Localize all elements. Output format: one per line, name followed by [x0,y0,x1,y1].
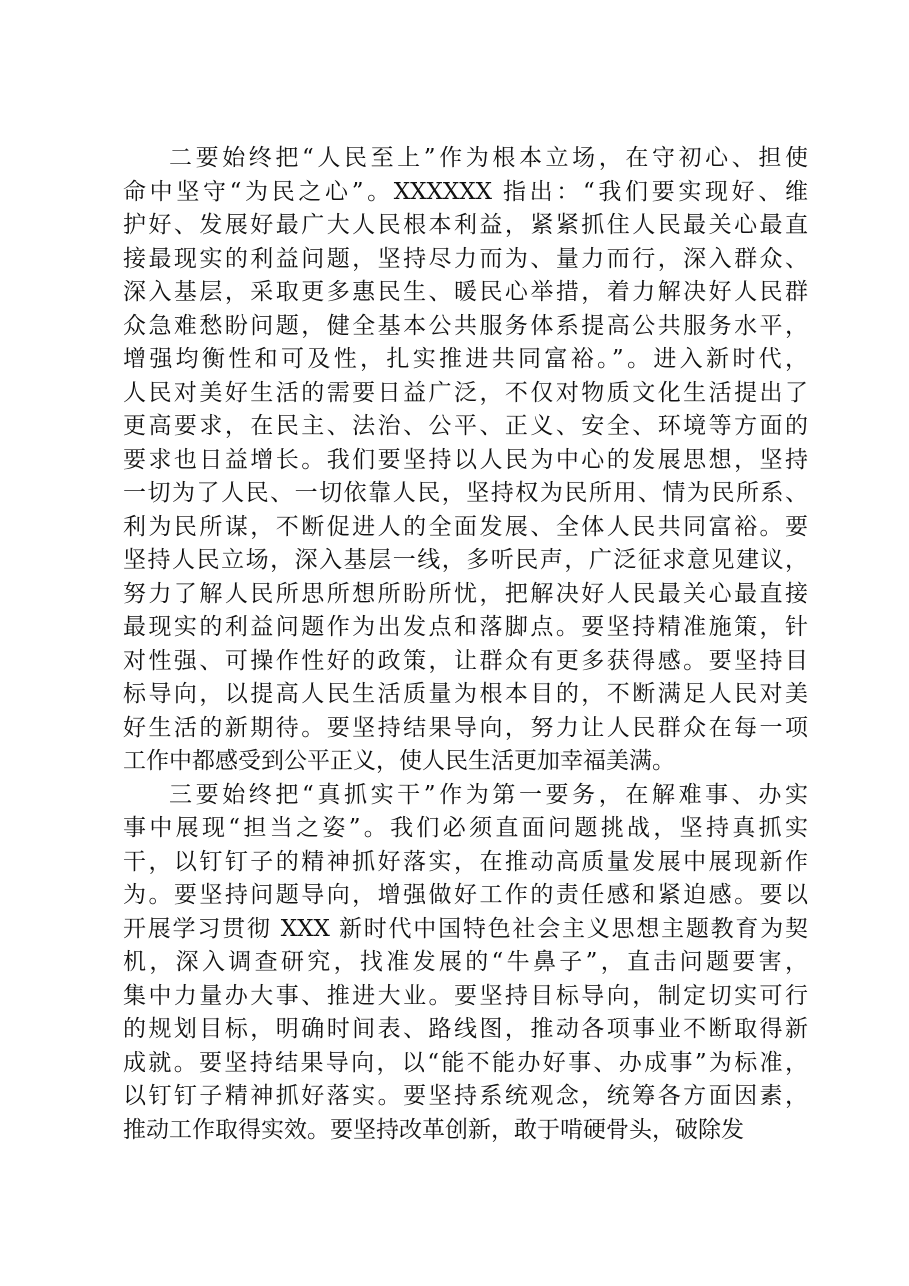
text-line: 好生活的新期待。要坚持结果导向，努力让人民群众在每一项 [123,714,808,741]
text-line: 要求也日益增长。我们要坚持以人民为中心的发展思想，坚持 [123,446,808,473]
text-line: 人民对美好生活的需要日益广泛，不仅对物质文化生活提出了 [123,379,808,406]
text-line: 利为民所谋，不断促进人的全面发展、全体人民共同富裕。要 [123,513,808,540]
paragraph [123,142,808,779]
text-line: 的规划目标，明确时间表、路线图，推动各项事业不断取得新 [123,1016,808,1042]
text-line: 对性强、可操作性好的政策，让群众有更多获得感。要坚持目 [123,647,808,674]
text-line: 更高要求，在民主、法治、公平、正义、安全、环境等方面的 [123,413,808,439]
text-line: 推动工作取得实效。要坚持改革创新，敢于啃硬骨头，破除发 [123,1116,744,1143]
text-line: 护好、发展好最广大人民根本利益，紧紧抓住人民最关心最直 [123,212,808,238]
text-line: 努力了解人民所思所想所盼所忧，把解决好人民最关心最直接 [123,580,808,607]
text-line: 三要始终把“真抓实干”作为第一要务，在解难事、办实 [169,781,808,808]
text-line: 接最现实的利益问题，坚持尽力而为、量力而行，深入群众、 [123,245,808,272]
text-line: 命中坚守“为民之心”。XXXXXX 指出：“我们要实现好、维 [123,178,808,205]
text-line: 最现实的利益问题作为出发点和落脚点。要坚持精准施策，针 [123,614,808,640]
text-line: 干，以钉钉子的精神抓好落实，在推动高质量发展中展现新作 [123,848,808,875]
text-line: 事中展现“担当之姿”。我们必须直面问题挑战，坚持真抓实 [123,815,808,841]
text-line: 标导向，以提高人民生活质量为根本目的，不断满足人民对美 [123,681,808,707]
text-line: 机，深入调查研究，找准发展的“牛鼻子”，直击问题要害， [123,949,808,975]
text-line: 二要始终把“人民至上”作为根本立场，在守初心、担使 [169,145,808,171]
text-line: 以钉钉子精神抓好落实。要坚持系统观念，统筹各方面因素， [123,1083,808,1109]
text-line: 增强均衡性和可及性，扎实推进共同富裕。”。进入新时代， [123,346,808,372]
text-line: 成就。要坚持结果导向，以“能不能办好事、办成事”为标准， [123,1049,808,1076]
text-line: 众急难愁盼问题，健全基本公共服务体系提高公共服务水平， [123,312,808,339]
text-line: 集中力量办大事、推进大业。要坚持目标导向，制定切实可行 [123,982,808,1009]
text-line: 深入基层，采取更多惠民生、暖民心举措，着力解决好人民群 [123,279,808,305]
text-line: 工作中都感受到公平正义，使人民生活更加幸福美满。 [123,748,675,774]
text-line: 开展学习贯彻 XXX 新时代中国特色社会主义思想主题教育为契 [123,915,808,942]
paragraph [123,779,808,1148]
text-line: 坚持人民立场，深入基层一线，多听民声，广泛征求意见建议， [123,547,808,573]
document-body [123,142,808,1147]
text-line: 为。要坚持问题导向，增强做好工作的责任感和紧迫感。要以 [123,882,808,908]
text-line: 一切为了人民、一切依靠人民，坚持权为民所用、情为民所系、 [123,480,808,506]
